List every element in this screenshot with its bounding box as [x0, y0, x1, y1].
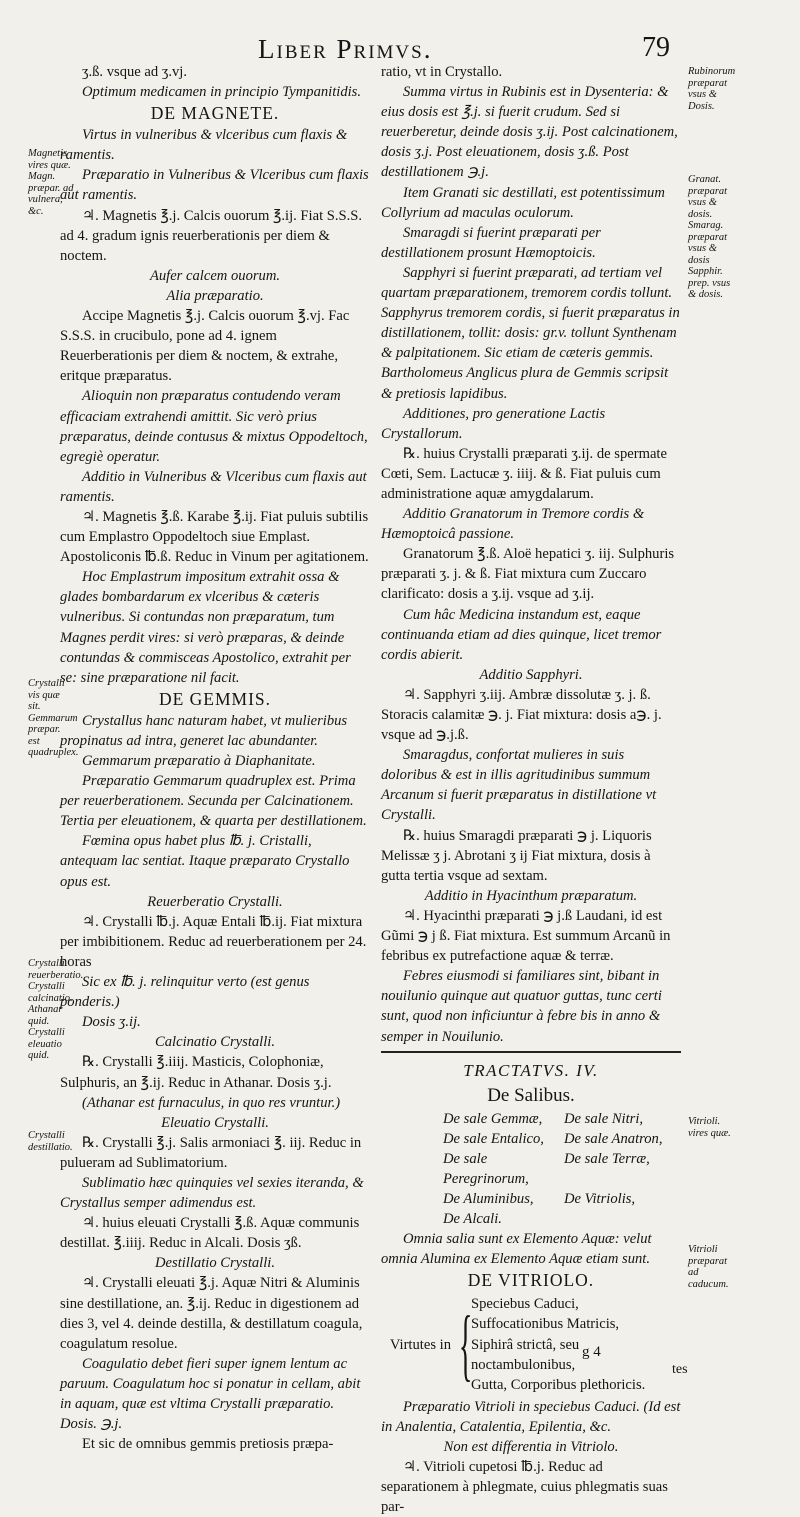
margin-note: Rubinorum præparat vsus & Dosis. — [688, 66, 736, 112]
salt-item: De Alcali. — [443, 1211, 502, 1228]
text-paragraph: Alia præparatio. — [166, 287, 264, 304]
text-paragraph: Præparatio in Vulneribus & Vlceribus cum flaxis aut ramentis. — [60, 167, 369, 204]
text-paragraph: Aufer calcem ouorum. — [149, 267, 281, 284]
text-paragraph: DE VITRIOLO. — [467, 1270, 595, 1291]
text-paragraph: Virtus in vulneribus & vlceribus cum flaxis & ramentis. — [60, 127, 348, 164]
text-paragraph: Coagulatio debet fieri super ignem lentum ac paruum. Coagulatum hoc si ponatur in cellam, abit in aquam, quæ est vltima Crystalli præparatio. Dosis. ℈.j. — [60, 1355, 361, 1433]
page-number: 79 — [642, 32, 670, 63]
text-paragraph: Sapphyri si fuerint præparati, ad tertiam vel quartam præparationem, tremorem cordis tollunt. Sapphyrus tremorem cordis, si fuerit præparatus in distillationem, tollit: dosis: gr.v. tollunt Synthenam & palpitationem. Sic etiam de cæteris gemmis. Bartholomeus Anglicus plura de Gemmis scripsit & pretiosis lapidibus. — [381, 264, 680, 402]
text-paragraph: Non est differentia in Vitriolo. — [443, 1439, 619, 1455]
text-paragraph: ♃. Crystalli eleuati ℥.j. Aquæ Nitri & Aluminis sine destillatione, an. ℥.ij. Reduc in digestionem ad dies 3, vel 4. deinde destilla, & destillatum coagula, coagulatum resolue. — [60, 1275, 363, 1352]
text-paragraph: ♃. Magnetis ℥.ß. Karabe ℥.ij. Fiat puluis subtilis cum Emplastro Oppodeltoch siue Emplast. Apostoliconis ℔.ß. Reduc in Vinum per agitationem. — [60, 508, 369, 566]
text-paragraph: Optimum medicamen in principio Tympanitidis. — [82, 84, 362, 101]
margin-note: Crystalli destillatio. — [28, 1130, 73, 1153]
text-paragraph: Additiones, pro generatione Lactis Crystallorum. — [381, 405, 606, 442]
text-paragraph: Smaragdi si fuerint præparati per destillationem prosunt Hæmoptoicis. — [381, 224, 601, 261]
text-paragraph: Reuerberatio Crystalli. — [147, 893, 283, 910]
text-paragraph: ♃. Magnetis ℥.j. Calcis ouorum ℥.ij. Fiat S.S.S. ad 4. gradum ignis reuerberationis per diem & noctem. — [60, 207, 363, 264]
text-paragraph: Summa virtus in Rubinis est in Dysenteria: & eius dosis est ℥.j. si fuerit crudum. Sed si reuerberetur, deinde dosis ʒ.ij. Post calcinationem, dosis ʒ.j. Post eleuationem, dosis ʒ.ß. Post destillationem ℈.j. — [381, 84, 678, 181]
salt-item: De sale Nitri, — [564, 1110, 644, 1127]
text-paragraph: Destillatio Crystalli. — [155, 1255, 275, 1272]
text-paragraph: Additio in Hyacinthum præparatum. — [424, 887, 638, 904]
tractatus-title: TRACTATVS. IV. — [463, 1060, 599, 1080]
right-column-vitriol-intro — [381, 1229, 681, 1292]
text-paragraph: Præparatio Gemmarum quadruplex est. Prima per reuerberationem. Secunda per Calcinationem. Tertia per eleuationem, & quarta per destillationem. — [60, 773, 367, 830]
left-text-column — [60, 62, 370, 1454]
text-paragraph: ♃. Vitrioli cupetosi ℔.j. Reduc ad separationem à phlegmate, cuius phlegmatis suas par- — [381, 1459, 668, 1516]
text-paragraph: ℞. Crystalli ℥.iiij. Masticis, Colophoniæ, Sulphuris, an ℥.ij. Reduc in Athanar. Dosis ʒ.j. — [60, 1054, 332, 1091]
salt-item: De Vitriolis, — [564, 1190, 636, 1207]
salt-item: De Aluminibus, — [443, 1190, 534, 1207]
text-paragraph: Fœmina opus habet plus ℔. j. Cristalli, antequam lac sentiat. Itaque præparato Crystallo opus est. — [60, 833, 350, 890]
text-paragraph: Sublimatio hæc quinquies vel sexies iteranda, & Crystallus semper adimendus est. — [60, 1174, 364, 1212]
text-paragraph: Additio Sapphyri. — [479, 666, 583, 683]
signature-mark: g 4 — [582, 1344, 601, 1360]
text-paragraph: Item Granati sic destillati, est potentissimum Collyrium ad maculas oculorum. — [381, 184, 665, 221]
text-paragraph: Accipe Magnetis ℥.j. Calcis ouorum ℥.vj. Fac S.S.S. in crucibulo, pone ad 4. ignem Reuerberationis per diem & noctem, & extrahe, eritque præparatus. — [60, 308, 350, 385]
right-column-vitriol-text — [381, 1397, 681, 1517]
text-paragraph: ♃. Hyacinthi præparati ℈ j.ß Laudani, id est Gũmi ℈ j ß. Fiat mixtura. Est summum Arcanũ in febribus ex putrefactione aquæ & terræ. — [381, 907, 671, 965]
virtues-block — [381, 1294, 681, 1394]
salt-item: De sale Gemmæ, — [443, 1110, 543, 1127]
text-paragraph: ♃. huius eleuati Crystalli ℥.ß. Aquæ communis destillat. ℥.iiij. Reduc in Alcali. Dosis ʒß. — [60, 1215, 360, 1252]
text-paragraph: ℞. huius Smaragdi præparati ℈ j. Liquoris Melissæ ʒ j. Abrotani ʒ ij Fiat mixtura, dosis à gutta tertia vsque ad sextam. — [381, 827, 652, 884]
text-paragraph: ℞. huius Crystalli præparati ʒ.ij. de spermate Cœti, Sem. Lactucæ ʒ. iiij. & ß. Fiat puluis cum administratione aquæ amygdalarum. — [381, 445, 667, 502]
text-paragraph: Præparatio Vitrioli in speciebus Caduci. (Id est in Analentia, Catalentia, Epilentia, &c. — [381, 1398, 681, 1435]
right-column-top-text — [381, 62, 681, 1047]
text-paragraph: Hoc Emplastrum impositum extrahit ossa & glades bombardarum ex vlceribus & cæteris vulneribus. Si contundas non præparatum, tum Magnes perdit vires: si verò præparas, & deinde contundas & commisceas Apostolico, extrahit per se: sine præparatione nil facit. — [60, 569, 351, 686]
virtues-label: Virtutes in — [389, 1336, 451, 1353]
text-paragraph: Et sic de omnibus gemmis pretiosis præpa- — [82, 1436, 334, 1453]
salts-list — [443, 1109, 681, 1230]
section-rule — [381, 1051, 681, 1053]
text-paragraph: ♃. Crystalli ℔.j. Aquæ Entali ℔.ij. Fiat mixtura per imbibitionem. Reduc ad reuerberationem per 24. horas — [60, 913, 367, 970]
text-paragraph: Granatorum ℥.ß. Aloë hepatici ʒ. iij. Sulphuris præparati ʒ. j. & ß. Fiat mixtura cum Zuccaro clarificato: dosis a ʒ.ij. vsque ad ʒ.ij. — [381, 546, 675, 603]
text-paragraph: Calcinatio Crystalli. — [155, 1034, 275, 1051]
margin-note: Vitrioli præparat ad caducum. — [688, 1244, 729, 1290]
text-paragraph: Additio in Vulneribus & Vlceribus cum flaxis aut ramentis. — [60, 468, 367, 505]
tractatus-subtitle: De Salibus. — [487, 1084, 575, 1106]
text-paragraph: ratio, vt in Crystallo. — [381, 64, 503, 80]
curly-brace-icon: { — [458, 1300, 473, 1389]
text-paragraph: Eleuatio Crystalli. — [161, 1114, 269, 1131]
margin-note: Crystalli vis quæ sit. Gemmarum præpar. est quadruplex. — [28, 678, 79, 758]
text-paragraph: ʒ.ß. vsque ad ʒ.vj. — [82, 64, 187, 80]
virtues-list — [471, 1294, 681, 1394]
text-paragraph: Alioquin non præparatus contudendo veram efficaciam extrahendi amittit. Sic verò prius præparatus, deinde contusus & mixtus Oppodeltoch, egregiè operatur. — [60, 388, 368, 465]
text-paragraph: Febres eiusmodi si familiares sint, bibant in nouilunio quinque aut quatuor guttas, tunc certi sunt, quod non inficiuntur à febre bis in anno & semper in Nouilunio. — [381, 968, 662, 1045]
running-title: Liber Primvs. — [258, 34, 433, 64]
text-paragraph: ♃. Sapphyri ʒ.iij. Ambræ dissolutæ ʒ. j. ß. Storacis calamitæ ℈. j. Fiat mixtura: dosis a℈. j. vsque ad ℈.j.ß. — [381, 686, 662, 744]
virtue-item: Suffocationibus Matricis, — [471, 1316, 620, 1333]
text-paragraph: Gemmarum præparatio à Diaphanitate. — [82, 753, 316, 769]
catchword: tes — [672, 1362, 688, 1377]
salt-item: De sale Peregrinorum, — [443, 1150, 529, 1187]
margin-note: Granat. præparat vsus & dosis. Smarag. præparat vsus & dosis Sapphir. prep. vsus & dosis. — [688, 174, 731, 300]
text-paragraph: ℞. Crystalli ℥.j. Salis armoniaci ℥. iij. Reduc in pulueram ad Sublimatorium. — [60, 1134, 362, 1171]
salt-item: De sale Anatron, — [564, 1130, 663, 1147]
margin-note: Crystalli reuerberatio. Crystalli calcinatio. Athanar quid. Crystalli eleuatio quid. — [28, 958, 84, 1061]
margin-note: Magnetis vires quæ. Magn. præpar. ad vulnera, &c. — [28, 148, 74, 217]
margin-note: Vitrioli. vires quæ. — [688, 1116, 731, 1139]
text-paragraph: DE GEMMIS. — [158, 688, 272, 709]
virtue-item: Gutta, Corporibus plethoricis. — [471, 1376, 646, 1393]
text-paragraph: (Athanar est furnaculus, in quo res vruntur.) — [82, 1094, 341, 1111]
right-text-column — [381, 62, 681, 1517]
text-paragraph: Crystallus hanc naturam habet, vt mulieribus propinatus ad intra, generet lac abundanter. — [60, 712, 348, 749]
text-paragraph: Sic ex ℔. j. relinquitur verto (est genus ponderis.) — [60, 974, 310, 1011]
text-paragraph: Omnia salia sunt ex Elemento Aquæ: velut omnia Alumina ex Elemento Aquæ etiam sunt. — [381, 1231, 652, 1268]
text-paragraph: Additio Granatorum in Tremore cordis & Hæmoptoicâ passione. — [381, 506, 645, 543]
text-paragraph: Dosis ʒ.ij. — [82, 1014, 141, 1031]
text-paragraph: Smaragdus, confortat mulieres in suis doloribus & est in illis agritudinibus summum Arcanum si fuerit præparatus in distillatione vt Crystalli. — [381, 747, 657, 824]
text-paragraph: Cum hâc Medicina instandum est, eaque continuanda etiam ad dies quinque, licet tremor cordis abierit. — [381, 606, 662, 663]
virtue-item: Speciebus Caduci, — [471, 1296, 579, 1313]
virtue-item: Siphirâ strictâ, seu noctambulonibus, — [471, 1336, 580, 1373]
salt-item: De sale Entalico, — [443, 1130, 544, 1147]
text-paragraph: DE MAGNETE. — [150, 103, 280, 124]
salt-item: De sale Terræ, — [564, 1150, 650, 1167]
